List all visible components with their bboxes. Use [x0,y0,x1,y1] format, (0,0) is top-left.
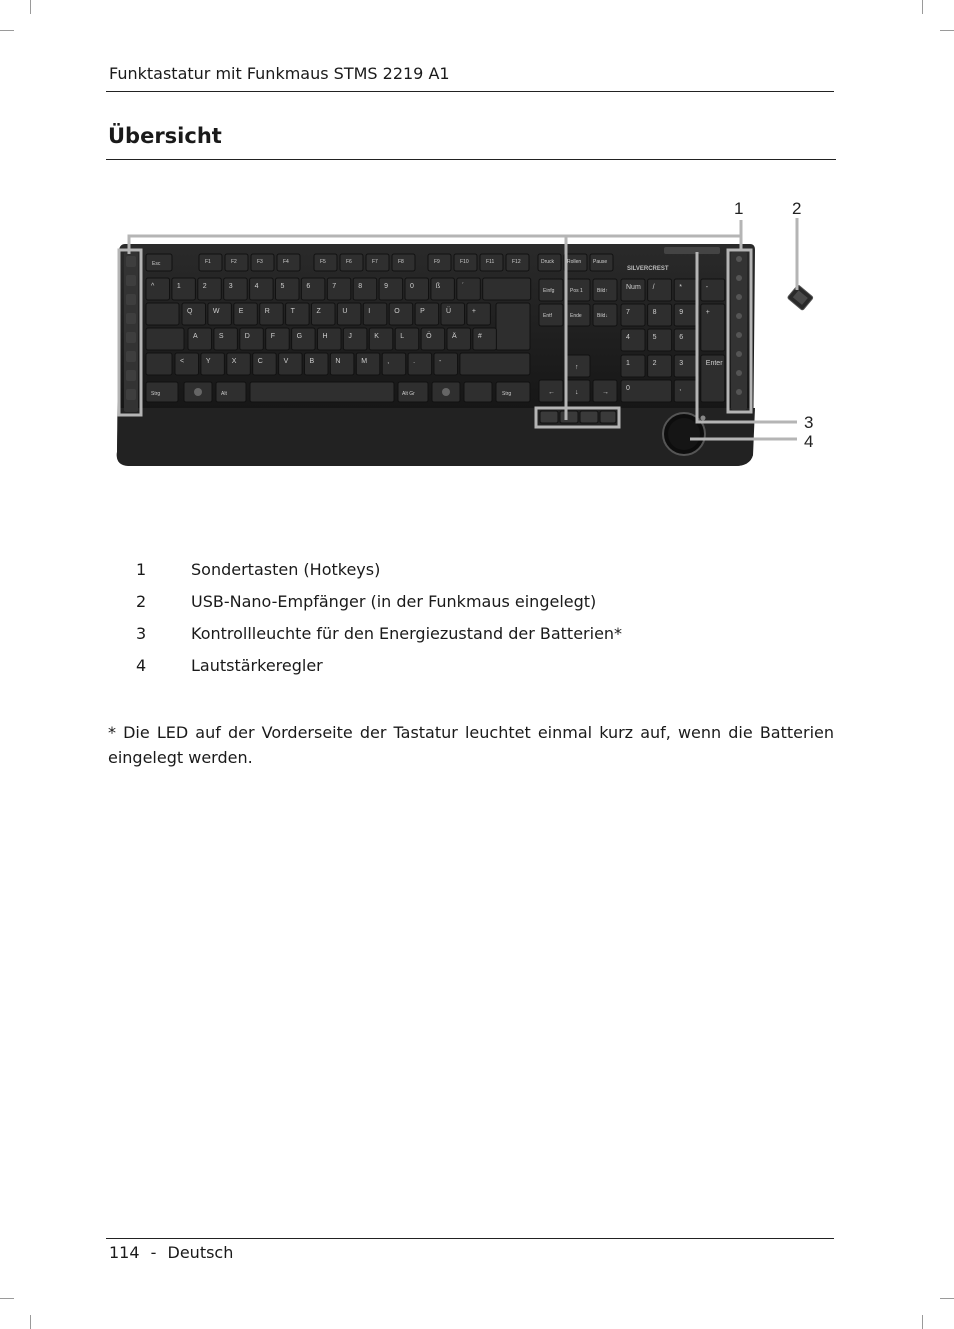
callout-number: 4 [804,432,814,451]
key [260,303,284,325]
key [621,355,645,377]
key-label: 2 [652,360,657,367]
key [441,303,465,325]
hotkey-button [736,389,742,395]
key [250,278,274,300]
key-label: F9 [434,259,440,265]
key-label: F10 [460,259,469,265]
key [431,278,455,300]
key [701,304,725,351]
key [330,353,354,375]
key-label: → [602,389,609,396]
key [421,328,445,350]
palm-rest [117,408,755,466]
key-label: 1 [176,283,181,290]
legend-number: 1 [136,560,147,579]
key-label: # [477,333,482,340]
key-shift-right [460,353,530,375]
footnote: * Die LED auf der Vorderseite der Tastatur leuchtet einmal kurz auf, wenn die Batterien eingelegt werden. [108,723,834,767]
key [674,279,698,301]
hotkey-button [736,370,742,376]
key-label: Bild↑ [597,288,608,294]
key-label: Ende [570,313,582,319]
key [434,353,458,375]
key-label: P [420,308,425,315]
hotkey-button [736,294,742,300]
key-label: - [439,358,442,365]
key-label: X [231,358,237,365]
key-label: R [264,308,270,315]
running-header: Funktastatur mit Funkmaus STMS 2219 A1 [109,64,450,83]
key-label: < [180,358,185,365]
key-label: Strg [151,391,161,397]
key-label: Bild↓ [597,313,608,319]
key-label: 8 [652,309,657,316]
key-label: 1 [626,360,630,367]
bottom-key-row [146,382,530,402]
windows-icon [194,388,202,396]
key-label: ↓ [575,389,579,396]
key [227,353,251,375]
media-key [580,411,598,423]
key-label: , [679,385,682,392]
key-label: ß [435,283,441,290]
key [208,303,232,325]
media-key [560,411,578,423]
hotkey-button [126,370,136,381]
key-label: Q [187,308,193,315]
key-label: . [413,358,416,365]
battery-status-led [701,416,706,421]
key [172,278,196,300]
key [389,303,413,325]
key-label: - [705,284,709,291]
hotkey-button [126,351,136,362]
hotkey-button [126,332,136,343]
key-label: Ü [446,308,452,315]
key-label: + [471,308,476,315]
footer-language: Deutsch [167,1243,234,1262]
page-footer [109,1243,233,1262]
key-label: Z [316,308,321,315]
key [292,328,316,350]
key-label: Y [205,358,211,365]
key [253,353,277,375]
key-label: T [290,308,295,315]
left-hotkey-strip [124,252,138,412]
key [405,278,429,300]
key [674,380,698,402]
key [240,328,263,350]
media-key [540,411,558,423]
key [648,304,672,326]
hotkey-button [126,275,136,286]
status-led-bar [664,247,720,254]
key [363,303,387,325]
key-label: K [374,333,379,340]
key-label: Alt Gr [402,391,415,397]
key-enter [496,303,530,350]
key-label: C [257,358,263,365]
legend-text: Lautstärkeregler [191,656,323,675]
key-label: I [368,308,371,315]
key-label: 6 [679,334,684,341]
key-label: F2 [231,259,237,265]
usb-nano-receiver [787,285,813,311]
key-label: F4 [283,259,289,265]
hotkey-button [736,275,742,281]
key-label: F6 [346,259,352,265]
key [648,329,672,351]
key-label: ↑ [575,364,579,371]
key [276,278,300,300]
key [198,278,222,300]
key [395,328,419,350]
key [415,303,439,325]
keyboard-figure [0,0,954,520]
key [473,328,497,350]
key [379,278,403,300]
key-label: Druck [541,259,555,265]
key-label: Ö [426,333,432,340]
key-label: J [348,333,352,340]
key [467,303,491,325]
key [447,328,471,350]
crop-mark [940,1298,954,1299]
key-label: F3 [257,259,263,265]
legend-number: 2 [136,592,147,611]
key-space [250,382,394,402]
key-label: L [400,333,405,340]
key-label: , [387,358,390,365]
legend-number: 3 [136,624,147,643]
key-label: V [283,358,289,365]
key-label: 4 [626,334,630,341]
key-shift-left [146,353,172,375]
key [674,329,698,351]
crop-mark [922,1315,923,1329]
key-label: + [705,309,710,316]
key-label: F12 [512,259,521,265]
key [175,353,199,375]
callout-number: 3 [804,413,814,432]
key-label: Rollen [567,259,582,265]
page-number: 114 [109,1243,140,1262]
crop-mark [30,1315,31,1329]
key [353,278,377,300]
hotkey-button [736,256,742,262]
legend-text: Kontrollleuchte für den Energiezustand der Batterien* [191,624,623,643]
key-label: F [270,333,275,340]
key-label: / [652,284,655,291]
key-label: Alt [221,391,227,397]
hotkey-button [126,313,136,324]
key [337,303,361,325]
key-label: Esc [152,261,161,267]
key-label: 5 [280,283,285,290]
key-label: D [244,333,250,340]
key-label: 5 [652,334,657,341]
key [201,353,225,375]
windows-icon [442,388,450,396]
key-label: G [296,333,303,340]
key-label: S [218,333,224,340]
key [182,303,206,325]
key [674,304,698,326]
key-label: 9 [384,283,389,290]
key-label: 8 [358,283,363,290]
key [266,328,290,350]
key [327,278,351,300]
key-label: ´ [461,283,465,290]
footer-rule [106,1238,834,1239]
key-label: W [212,308,220,315]
key [234,303,257,325]
key [305,353,329,375]
key [701,279,725,301]
key-label: F1 [205,259,211,265]
legend-number: 4 [136,656,147,675]
right-hotkey-strip [731,252,747,410]
key-label: 0 [626,385,630,392]
section-title: Übersicht [108,124,222,148]
key [621,304,645,326]
key-label: 2 [202,283,207,290]
key-label: N [335,358,341,365]
key [301,278,325,300]
key [224,278,248,300]
key [408,353,432,375]
key [621,329,645,351]
key [214,328,238,350]
key [457,278,481,300]
key [286,303,310,325]
key [343,328,367,350]
key-label: Pos 1 [570,288,583,294]
key-caps-lock [146,328,184,350]
key-label: Einfg [543,288,555,294]
hotkey-button [126,256,136,267]
hotkey-button [736,313,742,319]
key [318,328,342,350]
callout-number: 1 [734,199,744,218]
callout-number: 2 [792,199,802,218]
key-tab [146,303,179,325]
key [188,328,212,350]
key-label: O [394,308,400,315]
key-label: F11 [486,259,495,265]
key-label: F5 [320,259,326,265]
hotkey-button [736,351,742,357]
key [382,353,406,375]
legend-text: USB-Nano-Empfänger (in der Funkmaus eingelegt) [191,592,597,611]
key-label: Entf [543,313,552,319]
key-label: 7 [626,309,630,316]
key-label: 7 [332,283,337,290]
key [674,355,698,377]
key-menu [464,382,492,402]
key-label: F8 [398,259,404,265]
key-label: B [309,358,315,365]
key [279,353,303,375]
key [369,328,393,350]
hotkey-button [126,389,136,400]
key [312,303,336,325]
key-label: 0 [410,283,414,290]
key-backspace [483,278,531,300]
key [146,278,170,300]
hotkey-button [736,332,742,338]
key-label: 3 [679,360,684,367]
key-label: Enter [705,360,723,367]
media-key-strip [540,411,616,423]
key-label: 4 [254,283,259,290]
key-label: Pause [593,259,608,265]
key-label: ← [548,389,555,396]
key-label: 6 [306,283,311,290]
key-label: Num [626,284,641,291]
legend-text: Sondertasten (Hotkeys) [191,560,381,579]
key-label: ^ [151,283,155,290]
key-label: E [238,308,244,315]
key [648,355,672,377]
key-label: U [342,308,348,315]
key-label: Strg [502,391,512,397]
crop-mark [0,1298,14,1299]
key-label: H [322,333,328,340]
media-key [600,411,616,423]
key-label: M [361,358,368,365]
key [356,353,380,375]
footer-separator: - [150,1243,157,1262]
key-label: 3 [228,283,233,290]
key [648,279,672,301]
brand-logo: SILVERCREST [627,266,669,272]
hotkey-button [126,294,136,305]
key-label: Ä [452,333,457,340]
key-label: F7 [372,259,378,265]
key-label: A [193,333,198,340]
key-label: * [679,284,682,291]
key-label: 9 [679,309,684,316]
